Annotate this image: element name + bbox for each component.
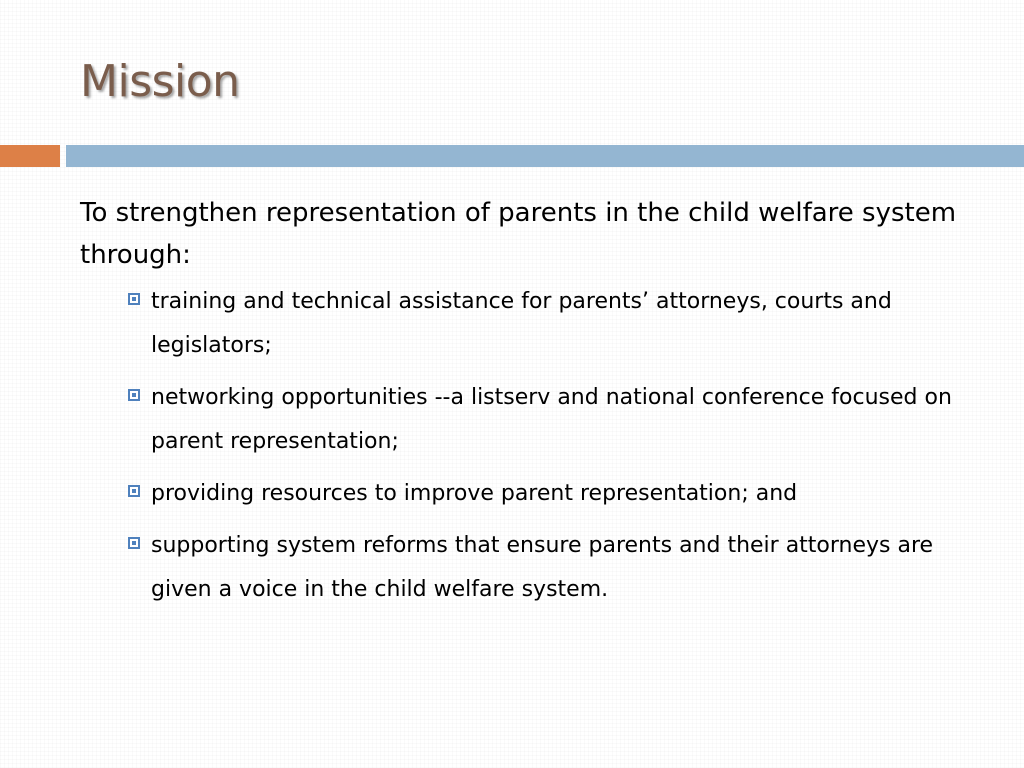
square-bullet-icon [128,293,140,305]
square-bullet-icon [128,537,140,549]
bullet-item [80,376,971,464]
square-bullet-icon [128,389,140,401]
bullet-item [80,524,971,612]
bullet-text: providing resources to improve parent representation; and [151,481,798,506]
slide-title: Mission [80,56,240,107]
bullet-text: networking opportunities --a listserv and national conference focused on parent representation; [151,385,952,454]
accent-bar-blue [66,145,1024,167]
bullet-item [80,280,971,368]
intro-text: To strengthen representation of parents in the child welfare system through: [80,198,957,270]
bullet-text: training and technical assistance for parents’ attorneys, courts and legislators; [151,289,892,358]
bullet-list [80,280,980,612]
slide-body [80,192,980,620]
bullet-text: supporting system reforms that ensure parents and their attorneys are given a voice in the child welfare system. [151,533,934,602]
square-bullet-icon [128,485,140,497]
accent-bar-orange [0,145,60,167]
bullet-item [80,472,971,516]
